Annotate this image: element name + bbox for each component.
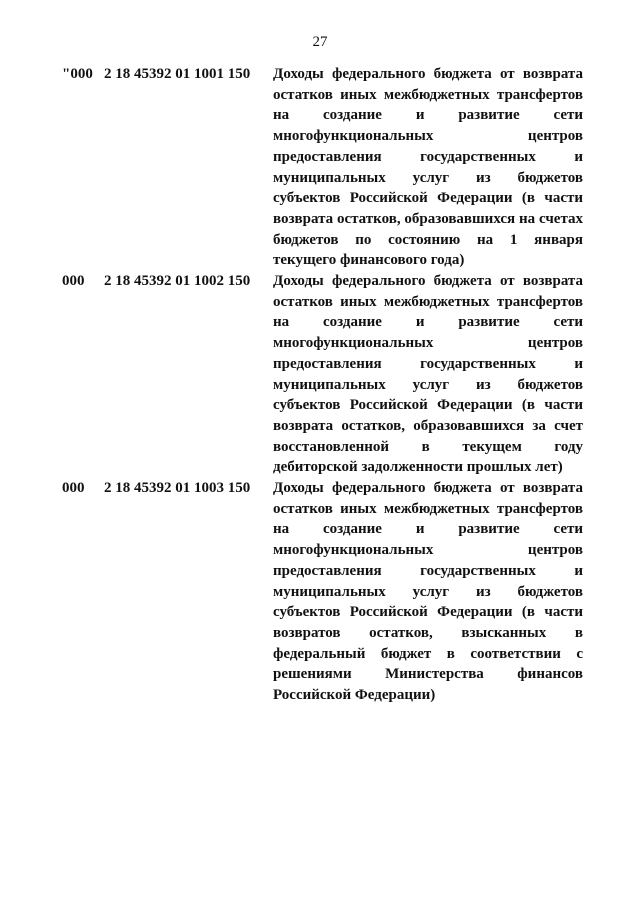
budget-code-table (0, 64, 640, 706)
revenue-description: Доходы федерального бюджета от возврата остатков иных межбюджетных трансфертов на создание и развитие сети многофункциональных центров предоставления государственных и муниципальных услуг из бюджетов субъектов Российской Федерации (в части возврата остатков, образовавшихся на счетах бюджетов по состоянию на 1 января текущего финансового года) (273, 66, 583, 269)
budget-classification-code: 2 18 45392 01 1003 150 (104, 480, 251, 497)
revenue-description: Доходы федерального бюджета от возврата остатков иных межбюджетных трансфертов на создание и развитие сети многофункциональных центров предоставления государственных и муниципальных услуг из бюджетов субъектов Российской Федерации (в части возвратов остатков, взысканных в федеральный бюджет в соответствии с решениями Министерства финансов Российской Федерации) (273, 480, 583, 704)
revenue-description: Доходы федерального бюджета от возврата остатков иных межбюджетных трансфертов на создание и развитие сети многофункциональных центров предоставления государственных и муниципальных услуг из бюджетов субъектов Российской Федерации (в части возврата остатков, образовавшихся за счет восстановленной в текущем году дебиторской задолженности прошлых лет) (273, 273, 583, 476)
table-row (0, 478, 640, 706)
table-row (0, 271, 640, 478)
budget-classification-code: 2 18 45392 01 1002 150 (104, 273, 251, 290)
admin-code: 000 (62, 273, 85, 290)
budget-classification-code: 2 18 45392 01 1001 150 (104, 66, 251, 82)
admin-code: 000 (62, 480, 85, 497)
table-row (0, 64, 640, 271)
page-number: 27 (312, 34, 328, 50)
admin-code: "000 (62, 66, 93, 82)
